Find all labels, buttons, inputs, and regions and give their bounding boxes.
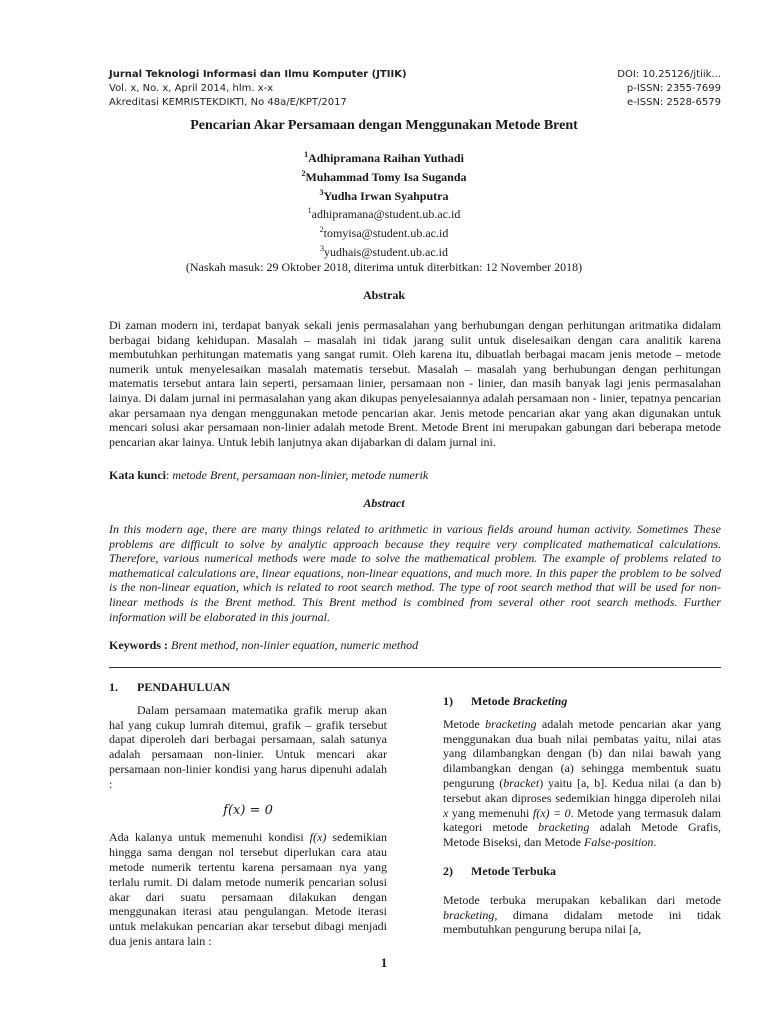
right-column <box>443 694 721 937</box>
equation: f(x) = 0 <box>223 802 273 818</box>
author-email: $^2$tomyisa@student.ub.ac.id <box>319 225 449 240</box>
subsection-heading: 2) Metode Terbuka <box>443 863 557 878</box>
section-divider <box>109 667 721 668</box>
subsection-heading: 1) Metode Bracketing <box>443 694 568 708</box>
abstrak-text: Di zaman modern ini, terdapat banyak sekali jenis permasalahan yang berhubungan dengan perhitungan aritmatika didalam berbagai bidang kehidupan. Masalah – masalah ini tidak jarang sulit untuk diselesaikan dengan cara analitik karena membutuhkan perhitungan matematis yang sangat rumit. Oleh karena itu, dibuatlah berbagai macam jenis metode – metode numerik untuk menyelesaikan masalah matematis tersebut. Masalah – masalah yang berhubungan dengan perhitungan matematis tersebut antara lain seperti, persamaan linier, persamaan non - linier, dan masih banyak lagi jenis permasalahan lainya. Di dalam jurnal ini permasalahan yang akan dikupas penyelesaiannya adalah persamaan non - linier, tepatnya pencarian akar persamaan nya dengan menggunakan metode pencarian akar. Jenis metode pencarian akar yang akan digunakan untuk mencari solusi akar persamaan non-linier adalah metode Brent. Metode Brent ini merupakan gabungan dari beberapa metode pencarian akar lainya. Untuk lebih lanjutnya akan dijabarkan di dalam jurnal ini. <box>109 318 721 449</box>
running-header <box>109 68 721 110</box>
email-list <box>0 203 768 260</box>
received-dates: (Naskah masuk: 29 Oktober 2018, diterima untuk diterbitkan: 12 November 2018) <box>185 260 583 274</box>
bracketing-paragraph: Metode bracketing adalah metode pencarian akar yang menggunakan dua buah nilai pembatas yaitu, nilai atas yang dilambangkan dengan (b) dan nilai bawah yang dilambangkan dengan (a) sehingga membentuk suatu pengurung (bracket) yaitu [a, b]. Kedua nilai (a dan b) tersebut akan diproses sedemikian hingga diperoleh nilai x yang memenuhi f(x) = 0. Metode yang termasuk dalam kategori metode bracketing adalah Metode Grafis, Metode Biseksi, dan Metode False-position. <box>443 716 721 850</box>
keywords: Keywords : Brent method, non-linier equation, numeric method <box>109 638 419 652</box>
p-issn: p-ISSN: 2355-7699 <box>626 83 721 94</box>
page-number: 1 <box>380 955 388 970</box>
intro-paragraph: Ada kalanya untuk memenuhi kondisi f(x) sedemikian hingga sama dengan nol tersebut diperlukan cara atau metode numerik tertentu karena persamaan nya yang terlalu rumit. Di dalam metode numerik pencarian solusi akar dari suatu persamaan dilakukan dengan menggunakan iterasi atau pengulangan. Metode iterasi untuk melakukan pencarian akar tersebut dibagi menjadi dua jenis antara lain : <box>109 830 387 948</box>
e-issn: e-ISSN: 2528-6579 <box>627 97 721 108</box>
abstract-heading: Abstract <box>363 496 405 510</box>
journal-name: Jurnal Teknologi Informasi dan Ilmu Komputer (JTIIK) <box>109 69 407 80</box>
author-email: $^1$adhipramana@student.ub.ac.id <box>307 206 461 221</box>
author: $^2$Muhammad Tomy Isa Suganda <box>301 169 467 184</box>
abstract-text: In this modern age, there are many things related to arithmetic in various fields around human activity. Sometimes These problems are difficult to solve by analytic approach because they require very complicated mathematical calculations. Therefore, various numerical methods were made to solve the mathematical problem. The example of problems related to mathematical calculations are, linear equations, non-linear equations, and much more. In this paper the problem to be solved is the non-linear equation, which is related to root search method. The type of root search method that will be used for non-linear methods is the Brent method. This Brent method is combined from several other root search methods. Further information will be elaborated in this journal. <box>109 522 721 624</box>
accreditation: Akreditasi KEMRISTEKDIKTI, No 48a/E/KPT/2017 <box>109 97 347 108</box>
section-heading: 1. PENDAHULUAN <box>109 680 231 694</box>
intro-paragraph: Dalam persamaan matematika grafik merup akan hal yang cukup lumrah ditemui, grafik – grafik tersebut dapat diperoleh dari berbagai persamaan, salah satunya adalah persamaan non-linier. Untuk mencari akar persamaan non-linier kondisi yang harus dipenuhi adalah : <box>109 702 387 791</box>
kata-kunci: Kata kunci: metode Brent, persamaan non-linier, metode numerik <box>109 468 429 482</box>
terbuka-paragraph: Metode terbuka merupakan kebalikan dari metode bracketing, dimana didalam metode ini tidak membutuhkan pengurung berupa nilai [a, <box>443 892 721 937</box>
left-column <box>109 680 387 949</box>
author-email: $^3$yudhais@student.ub.ac.id <box>319 244 449 259</box>
paper-title: Pencarian Akar Persamaan dengan Menggunakan Metode Brent <box>190 118 578 133</box>
doi: DOI: 10.25126/jtiik... <box>617 69 721 80</box>
abstrak-heading: Abstrak <box>362 288 405 302</box>
author: $^3$Yudha Irwan Syahputra <box>319 188 449 203</box>
author: $^1$Adhipramana Raihan Yuthadi <box>304 150 464 165</box>
author-list <box>0 147 768 204</box>
volume-info: Vol. x, No. x, April 2014, hlm. x-x <box>109 83 274 94</box>
